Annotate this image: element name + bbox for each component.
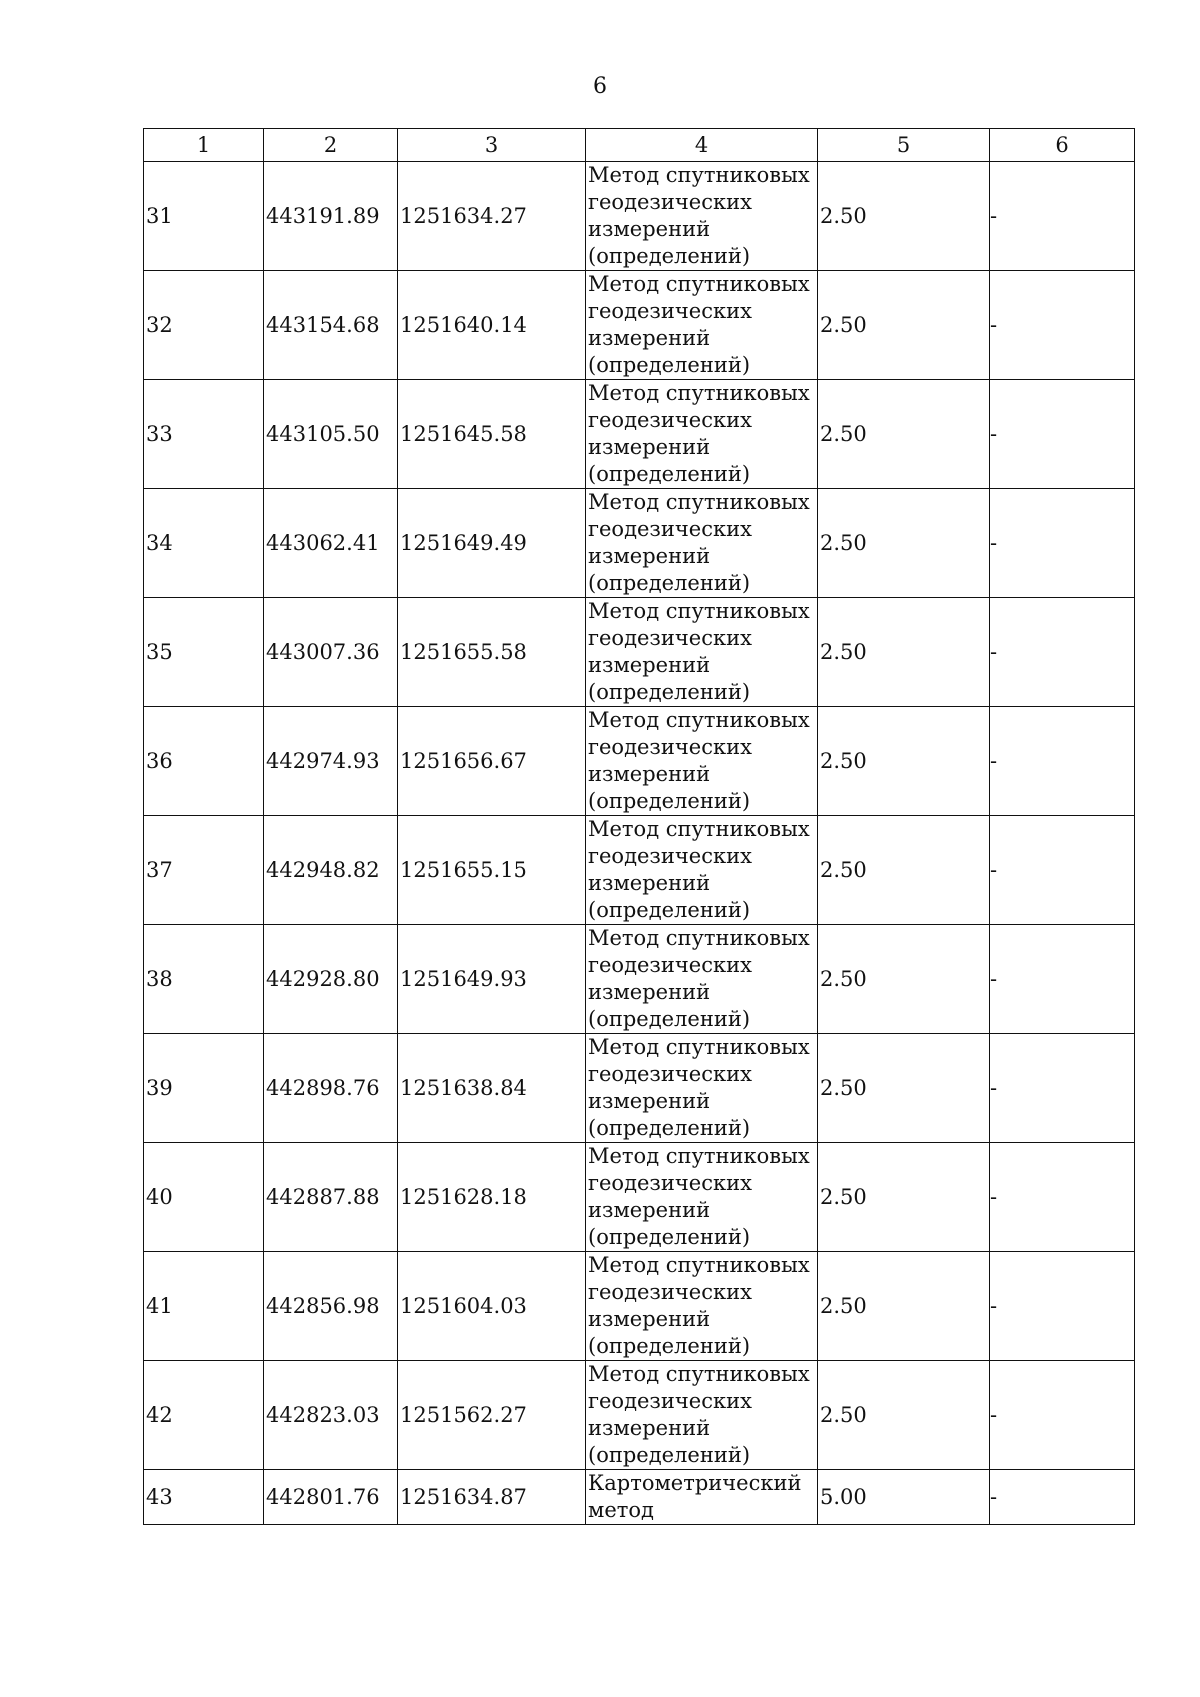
table-row <box>144 1143 1135 1252</box>
y-coordinate-cell: 1251649.49 <box>398 489 586 598</box>
table-row <box>144 1252 1135 1361</box>
header-cell-1: 1 <box>144 129 264 162</box>
table-row <box>144 1034 1135 1143</box>
table-row <box>144 271 1135 380</box>
note-cell: - <box>990 271 1135 380</box>
method-cell: Метод спутниковых геодезических измерений (определений) <box>586 380 818 489</box>
y-coordinate-cell: 1251645.58 <box>398 380 586 489</box>
x-coordinate-cell: 442887.88 <box>264 1143 398 1252</box>
x-coordinate-cell: 443062.41 <box>264 489 398 598</box>
note-cell: - <box>990 707 1135 816</box>
point-number-cell: 34 <box>144 489 264 598</box>
accuracy-cell: 2.50 <box>818 1034 990 1143</box>
y-coordinate-cell: 1251655.15 <box>398 816 586 925</box>
table-row <box>144 707 1135 816</box>
accuracy-cell: 2.50 <box>818 489 990 598</box>
method-cell: Картометрический метод <box>586 1470 818 1525</box>
point-number-cell: 39 <box>144 1034 264 1143</box>
note-cell: - <box>990 925 1135 1034</box>
header-cell-3: 3 <box>398 129 586 162</box>
y-coordinate-cell: 1251562.27 <box>398 1361 586 1470</box>
accuracy-cell: 2.50 <box>818 1252 990 1361</box>
header-cell-5: 5 <box>818 129 990 162</box>
method-cell: Метод спутниковых геодезических измерений (определений) <box>586 1252 818 1361</box>
note-cell: - <box>990 1252 1135 1361</box>
x-coordinate-cell: 442898.76 <box>264 1034 398 1143</box>
accuracy-cell: 2.50 <box>818 162 990 271</box>
note-cell: - <box>990 598 1135 707</box>
x-coordinate-cell: 442801.76 <box>264 1470 398 1525</box>
y-coordinate-cell: 1251634.87 <box>398 1470 586 1525</box>
point-number-cell: 42 <box>144 1361 264 1470</box>
accuracy-cell: 2.50 <box>818 925 990 1034</box>
table-row <box>144 816 1135 925</box>
table-body <box>144 162 1135 1525</box>
note-cell: - <box>990 1143 1135 1252</box>
method-cell: Метод спутниковых геодезических измерений (определений) <box>586 489 818 598</box>
method-cell: Метод спутниковых геодезических измерений (определений) <box>586 1143 818 1252</box>
method-cell: Метод спутниковых геодезических измерений (определений) <box>586 816 818 925</box>
x-coordinate-cell: 443154.68 <box>264 271 398 380</box>
header-cell-6: 6 <box>990 129 1135 162</box>
x-coordinate-cell: 442974.93 <box>264 707 398 816</box>
page-number: 6 <box>593 74 607 99</box>
y-coordinate-cell: 1251604.03 <box>398 1252 586 1361</box>
point-number-cell: 37 <box>144 816 264 925</box>
accuracy-cell: 5.00 <box>818 1470 990 1525</box>
point-number-cell: 33 <box>144 380 264 489</box>
accuracy-cell: 2.50 <box>818 707 990 816</box>
point-number-cell: 31 <box>144 162 264 271</box>
table-row <box>144 489 1135 598</box>
point-number-cell: 35 <box>144 598 264 707</box>
table-row <box>144 598 1135 707</box>
y-coordinate-cell: 1251634.27 <box>398 162 586 271</box>
method-cell: Метод спутниковых геодезических измерений (определений) <box>586 1361 818 1470</box>
note-cell: - <box>990 380 1135 489</box>
y-coordinate-cell: 1251655.58 <box>398 598 586 707</box>
note-cell: - <box>990 489 1135 598</box>
x-coordinate-cell: 443105.50 <box>264 380 398 489</box>
method-cell: Метод спутниковых геодезических измерений (определений) <box>586 925 818 1034</box>
note-cell: - <box>990 1361 1135 1470</box>
y-coordinate-cell: 1251628.18 <box>398 1143 586 1252</box>
note-cell: - <box>990 1034 1135 1143</box>
method-cell: Метод спутниковых геодезических измерений (определений) <box>586 271 818 380</box>
x-coordinate-cell: 442823.03 <box>264 1361 398 1470</box>
point-number-cell: 38 <box>144 925 264 1034</box>
table-header <box>144 129 1135 162</box>
x-coordinate-cell: 442856.98 <box>264 1252 398 1361</box>
x-coordinate-cell: 443191.89 <box>264 162 398 271</box>
y-coordinate-cell: 1251640.14 <box>398 271 586 380</box>
accuracy-cell: 2.50 <box>818 598 990 707</box>
note-cell: - <box>990 816 1135 925</box>
coordinates-table <box>143 128 1135 1525</box>
x-coordinate-cell: 443007.36 <box>264 598 398 707</box>
x-coordinate-cell: 442948.82 <box>264 816 398 925</box>
table-row <box>144 1470 1135 1525</box>
method-cell: Метод спутниковых геодезических измерений (определений) <box>586 162 818 271</box>
header-row <box>144 129 1135 162</box>
note-cell: - <box>990 162 1135 271</box>
x-coordinate-cell: 442928.80 <box>264 925 398 1034</box>
note-cell: - <box>990 1470 1135 1525</box>
point-number-cell: 32 <box>144 271 264 380</box>
point-number-cell: 36 <box>144 707 264 816</box>
point-number-cell: 40 <box>144 1143 264 1252</box>
point-number-cell: 41 <box>144 1252 264 1361</box>
y-coordinate-cell: 1251638.84 <box>398 1034 586 1143</box>
method-cell: Метод спутниковых геодезических измерений (определений) <box>586 598 818 707</box>
accuracy-cell: 2.50 <box>818 1361 990 1470</box>
table-row <box>144 380 1135 489</box>
point-number-cell: 43 <box>144 1470 264 1525</box>
method-cell: Метод спутниковых геодезических измерений (определений) <box>586 707 818 816</box>
table-row <box>144 1361 1135 1470</box>
accuracy-cell: 2.50 <box>818 1143 990 1252</box>
accuracy-cell: 2.50 <box>818 816 990 925</box>
table-row <box>144 925 1135 1034</box>
method-cell: Метод спутниковых геодезических измерений (определений) <box>586 1034 818 1143</box>
table-row <box>144 162 1135 271</box>
header-cell-2: 2 <box>264 129 398 162</box>
accuracy-cell: 2.50 <box>818 271 990 380</box>
y-coordinate-cell: 1251656.67 <box>398 707 586 816</box>
header-cell-4: 4 <box>586 129 818 162</box>
accuracy-cell: 2.50 <box>818 380 990 489</box>
y-coordinate-cell: 1251649.93 <box>398 925 586 1034</box>
